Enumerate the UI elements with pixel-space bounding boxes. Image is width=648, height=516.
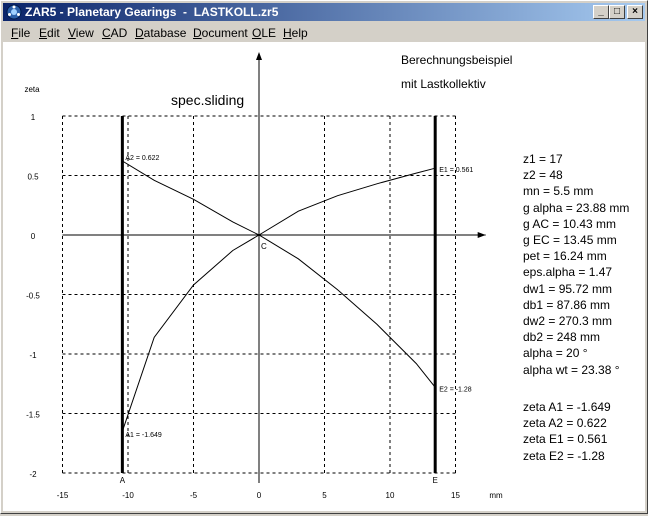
y-tick-label: -1.5: [26, 410, 40, 420]
minimize-button[interactable]: _: [593, 5, 609, 19]
parameter-line: z1 = 17: [523, 152, 563, 166]
menu-bar: [3, 23, 645, 42]
zeta-line: zeta E2 = -1.28: [523, 448, 605, 463]
menu-edit[interactable]: Edit: [39, 26, 60, 40]
parameter-line: alpha wt = 23.38 °: [523, 362, 620, 377]
x-tick-label: -5: [189, 491, 198, 500]
marker-label-a: A: [119, 476, 126, 485]
y-axis-label: zeta: [24, 85, 40, 94]
menu-cad[interactable]: CAD: [102, 26, 128, 40]
header-line-1: Berechnungsbeispiel: [401, 53, 513, 67]
y-tick-label: -0.5: [26, 291, 40, 301]
parameter-line: eps.alpha = 1.47: [523, 265, 613, 280]
annotation-label: E1 = 0.561: [439, 167, 474, 175]
parameter-line: g EC = 13.45 mm: [523, 233, 617, 247]
x-tick-label: -10: [122, 491, 134, 500]
parameter-line: db1 = 87.86 mm: [523, 297, 611, 312]
menu-file[interactable]: File: [11, 26, 31, 40]
annotation-label: E2 = -1.28: [439, 386, 472, 394]
zeta-line: zeta A2 = 0.622: [523, 416, 607, 431]
parameter-line: g alpha = 23.88 mm: [523, 200, 630, 215]
y-tick-label: -2: [29, 470, 37, 479]
parameter-line: dw2 = 270.3 mm: [523, 314, 613, 328]
x-axis-label: mm: [489, 491, 503, 500]
menu-help[interactable]: Help: [283, 26, 308, 40]
x-tick-label: 5: [322, 491, 327, 500]
drawing-canvas[interactable]: [3, 42, 645, 511]
parameter-line: mn = 5.5 mm: [523, 184, 594, 199]
y-tick-label: -1: [29, 351, 37, 360]
menu-ole[interactable]: OLE: [252, 26, 277, 40]
parameter-line: z2 = 48: [523, 168, 563, 183]
menu-view[interactable]: View: [68, 26, 94, 40]
annotation-label: A1 = -1.649: [125, 432, 162, 440]
y-tick-label: 0: [30, 232, 36, 241]
menu-document[interactable]: Document: [193, 26, 248, 40]
annotation-label: A2 = 0.622: [125, 154, 160, 162]
parameter-line: alpha = 20 °: [523, 346, 588, 361]
parameter-line: g AC = 10.43 mm: [523, 216, 617, 231]
zeta-line: zeta E1 = 0.561: [523, 432, 608, 447]
parameter-line: pet = 16.24 mm: [523, 249, 607, 264]
x-tick-label: 15: [451, 491, 460, 500]
chart-title: spec.sliding: [171, 92, 245, 108]
y-tick-label: 0.5: [27, 172, 39, 182]
menu-database[interactable]: Database: [135, 26, 187, 40]
y-axis-arrow: [256, 52, 262, 60]
x-tick-label: 10: [385, 491, 395, 500]
window-title: ZAR5 - Planetary Gearings - LASTKOLL.zr5: [25, 5, 279, 19]
x-tick-label: 0: [256, 491, 262, 500]
header-line-2: mit Lastkollektiv: [401, 77, 486, 91]
maximize-button[interactable]: □: [609, 5, 625, 19]
x-tick-label: -15: [56, 491, 69, 500]
x-axis-arrow: [478, 232, 486, 238]
sliding-curve-1: [122, 168, 435, 431]
app-gear-icon: [6, 4, 22, 20]
zeta-line: zeta A1 = -1.649: [523, 400, 611, 414]
sliding-curve-2: [122, 161, 435, 387]
marker-label-c: C: [261, 242, 267, 251]
y-tick-label: 1: [30, 113, 36, 122]
title-bar[interactable]: [3, 3, 645, 21]
parameter-line: db2 = 248 mm: [523, 330, 601, 345]
close-button[interactable]: ×: [627, 5, 643, 19]
parameter-line: dw1 = 95.72 mm: [523, 281, 613, 296]
marker-label-e: E: [432, 476, 438, 485]
